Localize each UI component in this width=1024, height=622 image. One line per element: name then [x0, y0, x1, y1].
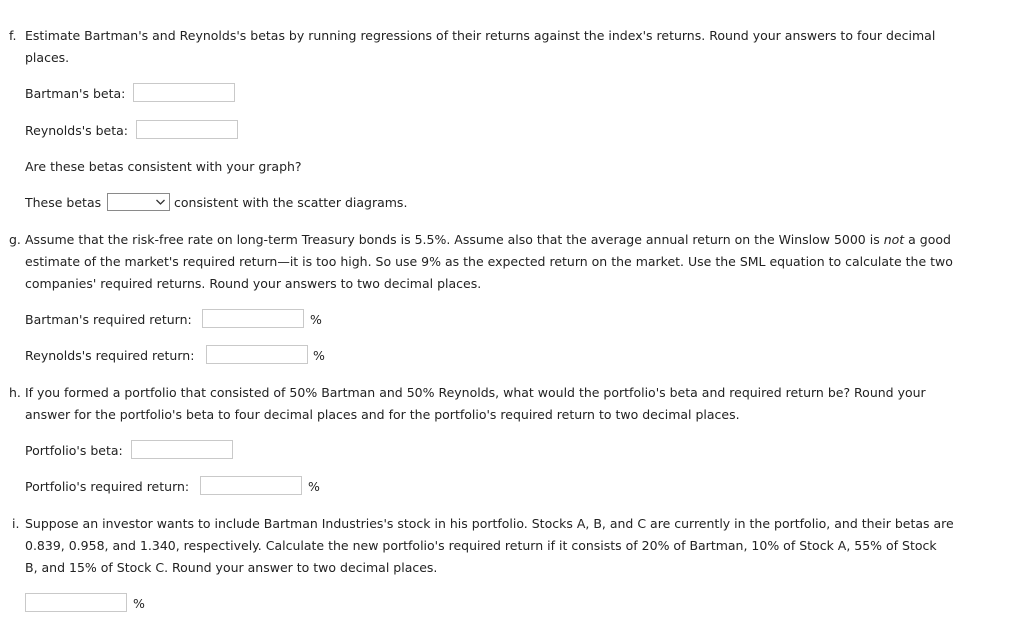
bartman-return-label: Bartman's required return:: [25, 312, 192, 327]
part-g-letter: g.: [9, 232, 21, 247]
part-f-question-line-2: places.: [25, 50, 70, 65]
portfolio-beta-label: Portfolio's beta:: [25, 443, 123, 458]
part-g-line-1-text: Assume that the risk-free rate on long-term Treasury bonds is 5.5%. Assume also that the average annual return on the Winslow 5000 is: [25, 232, 884, 247]
reynolds-beta-label: Reynolds's beta:: [25, 123, 129, 138]
consistency-suffix: consistent with the scatter diagrams.: [174, 195, 408, 210]
consistency-question: Are these betas consistent with your graph?: [25, 159, 302, 174]
consistency-dropdown[interactable]: [107, 193, 170, 211]
part-i-question-line-2: 0.839, 0.958, and 1.340, respectively. Calculate the new portfolio's required return if it consists of 20% of Bartman, 10% of Stock A, 55% of Stock: [25, 538, 937, 553]
new-portfolio-return-unit: %: [133, 596, 145, 611]
new-portfolio-return-input[interactable]: [25, 593, 127, 612]
reynolds-return-input[interactable]: [206, 345, 308, 364]
part-f-question-line-1: Estimate Bartman's and Reynolds's betas by running regressions of their returns against the index's returns. Round your answers to four decimal: [25, 28, 936, 43]
reynolds-beta-input[interactable]: [136, 120, 238, 139]
part-g-question-line-3: companies' required returns. Round your answers to two decimal places.: [25, 276, 482, 291]
these-betas-label: These betas: [25, 195, 102, 210]
bartman-beta-input[interactable]: [133, 83, 235, 102]
part-g-question-line-2: estimate of the market's required return—it is too high. So use 9% as the expected return on the market. Use the SML equation to calculate the two: [25, 254, 953, 269]
part-h-question-line-1: If you formed a portfolio that consisted of 50% Bartman and 50% Reynolds, what would the portfolio's beta and required return be? Round your: [25, 385, 926, 400]
bartman-return-unit: %: [310, 312, 322, 327]
portfolio-return-unit: %: [308, 479, 320, 494]
part-i-question-line-1: Suppose an investor wants to include Bartman Industries's stock in his portfolio. Stocks A, B, and C are currently in the portfolio, and their betas are: [25, 516, 954, 531]
portfolio-return-label: Portfolio's required return:: [25, 479, 190, 494]
part-f-letter: f.: [9, 28, 17, 43]
part-g-line-1-tail: a good: [904, 232, 951, 247]
bartman-beta-label: Bartman's beta:: [25, 86, 126, 101]
part-i-question-line-3: B, and 15% of Stock C. Round your answer to two decimal places.: [25, 560, 438, 575]
reynolds-return-unit: %: [313, 348, 325, 363]
part-h-letter: h.: [9, 385, 21, 400]
part-g-question-line-1: [25, 232, 951, 247]
reynolds-return-label: Reynolds's required return:: [25, 348, 195, 363]
portfolio-beta-input[interactable]: [131, 440, 233, 459]
part-i-letter: i.: [12, 516, 20, 531]
bartman-return-input[interactable]: [202, 309, 304, 328]
portfolio-return-input[interactable]: [200, 476, 302, 495]
part-g-emphasis: not: [883, 232, 905, 247]
part-h-question-line-2: answer for the portfolio's beta to four decimal places and for the portfolio's required return to two decimal places.: [25, 407, 740, 422]
chevron-down-icon: [155, 195, 166, 209]
